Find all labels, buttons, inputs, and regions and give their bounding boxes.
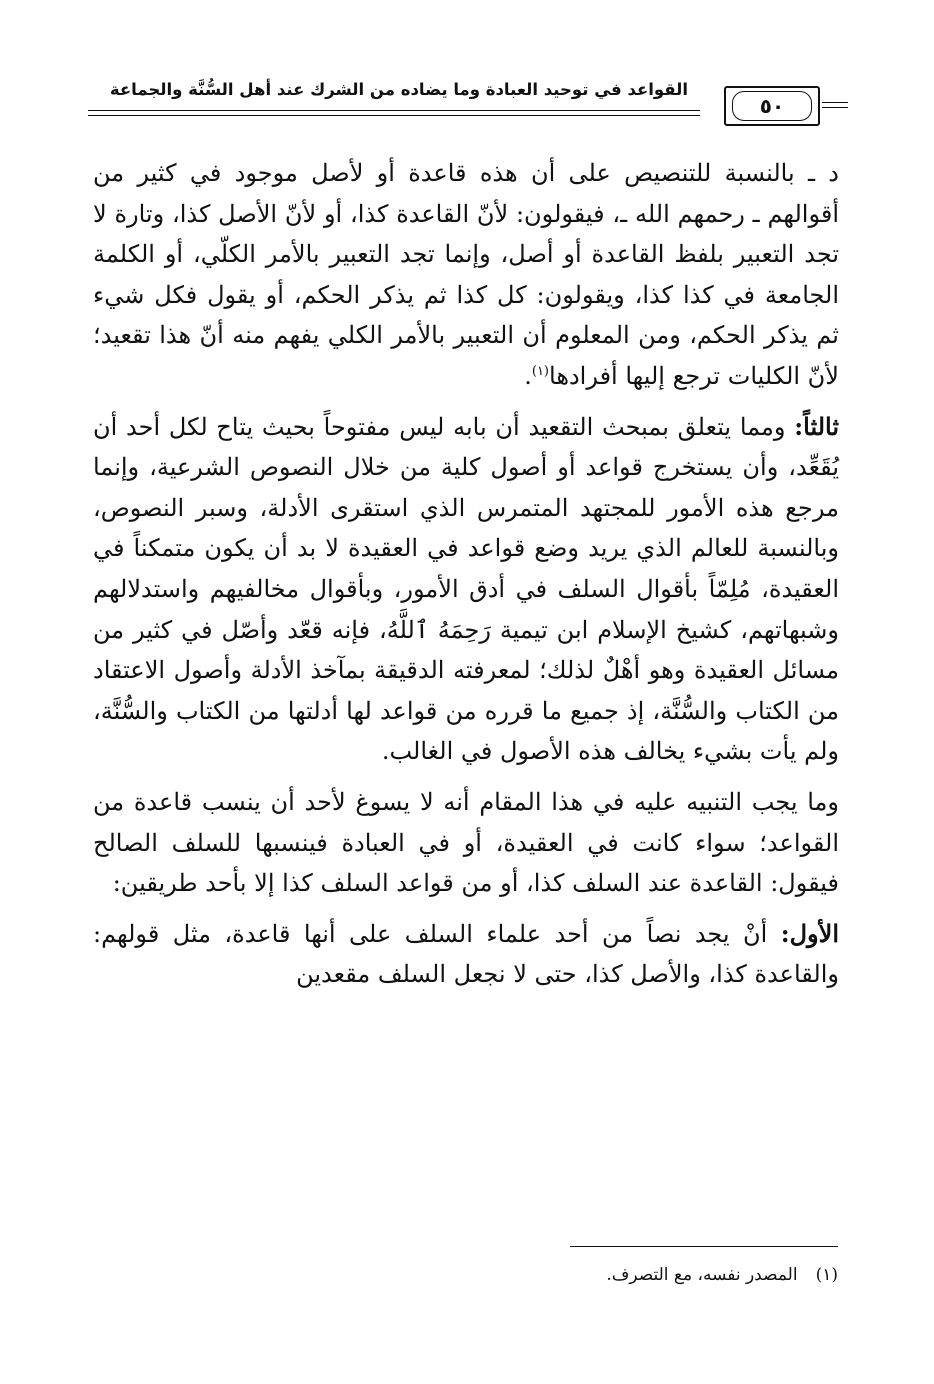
header-rule bbox=[88, 115, 700, 116]
footnote-number: (١) bbox=[815, 1265, 838, 1285]
paragraph-end: . bbox=[524, 361, 532, 390]
header-side-rule bbox=[822, 107, 848, 108]
paragraph-2 bbox=[93, 407, 839, 772]
footnote-separator bbox=[570, 1246, 838, 1247]
paragraph-lead: الأول: bbox=[780, 918, 839, 948]
header-side-rule bbox=[822, 102, 848, 103]
main-text bbox=[93, 153, 839, 995]
footnote-reference: (١) bbox=[531, 363, 549, 379]
running-header bbox=[88, 70, 848, 130]
paragraph-1 bbox=[93, 153, 839, 397]
paragraph-text: أنْ يجد نصاً من أحد علماء السلف على أنها قاعدة، مثل قولهم: والقاعدة كذا، والأصل كذا، حتى لا نجعل السلف مقعدين bbox=[93, 919, 839, 989]
paragraph-lead: ثالثاً: bbox=[794, 411, 839, 441]
footnote bbox=[238, 1262, 838, 1288]
page-number: ٥٠ bbox=[759, 94, 785, 118]
header-rule bbox=[88, 110, 700, 111]
paragraph-text: وما يجب التنبيه عليه في هذا المقام أنه لا يسوغ لأحد أن ينسب قاعدة من القواعد؛ سواء كانت في العقيدة، أو في العبادة فينسبها للسلف الصالح فيقول: القاعدة عند السلف كذا، أو من قواعد السلف كذا إلا بأحد طريقين: bbox=[93, 787, 839, 898]
paragraph-text: ومما يتعلق بمبحث التقعيد أن بابه ليس مفتوحاً بحيث يتاح لكل أحد أن يُقَعِّد، وأن يستخرج قواعد أو أصول كلية من خلال النصوص الشرعية، وإنما مرجع هذه الأمور للمجتهد المتمرس الذي استقرى الأدلة، وسبر النصوص، وبالنسبة للعالم الذي يريد وضع قواعد في العقيدة لا بد أن يكون متمكناً في العقيدة، مُلِمّاً بأقوال السلف في أدق الأمور، وبأقوال مخالفيهم واستدلالهم وشبهاتهم، كشيخ الإسلام ابن تيمية رَحِمَهُ ٱللَّهُ، فإنه قعّد وأصّل في كثير من مسائل العقيدة وهو أهْلٌ لذلك؛ لمعرفته الدقيقة بمآخذ الأدلة وأصول الاعتقاد من الكتاب والسُّنَّة، إذ جميع ما قرره من قواعد لها أدلتها من الكتاب والسُّنَّة، ولم يأت بشيء يخالف هذه الأصول في الغالب. bbox=[93, 412, 840, 766]
book-title: القواعد في توحيد العبادة وما يضاده من الشرك عند أهل السُّنَّة والجماعة bbox=[109, 80, 688, 99]
page-number-frame-inner bbox=[732, 91, 812, 121]
footnote-text: المصدر نفسه، مع التصرف. bbox=[606, 1265, 798, 1285]
paragraph-3 bbox=[93, 782, 839, 904]
paragraph-text: د ـ بالنسبة للتنصيص على أن هذه قاعدة أو لأصل موجود في كثير من أقوالهم ـ رحمهم الله ـ، فيقولون: لأنّ القاعدة كذا، أو لأنّ الأصل كذا، وتارة لا تجد التعبير بلفظ القاعدة أو أصل، وإنما تجد التعبير بالأمر الكلّي، أو الكلمة الجامعة في كذا كذا، ويقولون: كل كذا ثم يذكر الحكم، أو يقول فكل شيء ثم يذكر الحكم، ومن المعلوم أن التعبير بالأمر الكلي يفهم منه أنّ هذا تقعيد؛ لأنّ الكليات ترجع إليها أفرادها bbox=[93, 159, 839, 390]
paragraph-4 bbox=[93, 914, 839, 995]
page-number-frame bbox=[724, 86, 820, 126]
